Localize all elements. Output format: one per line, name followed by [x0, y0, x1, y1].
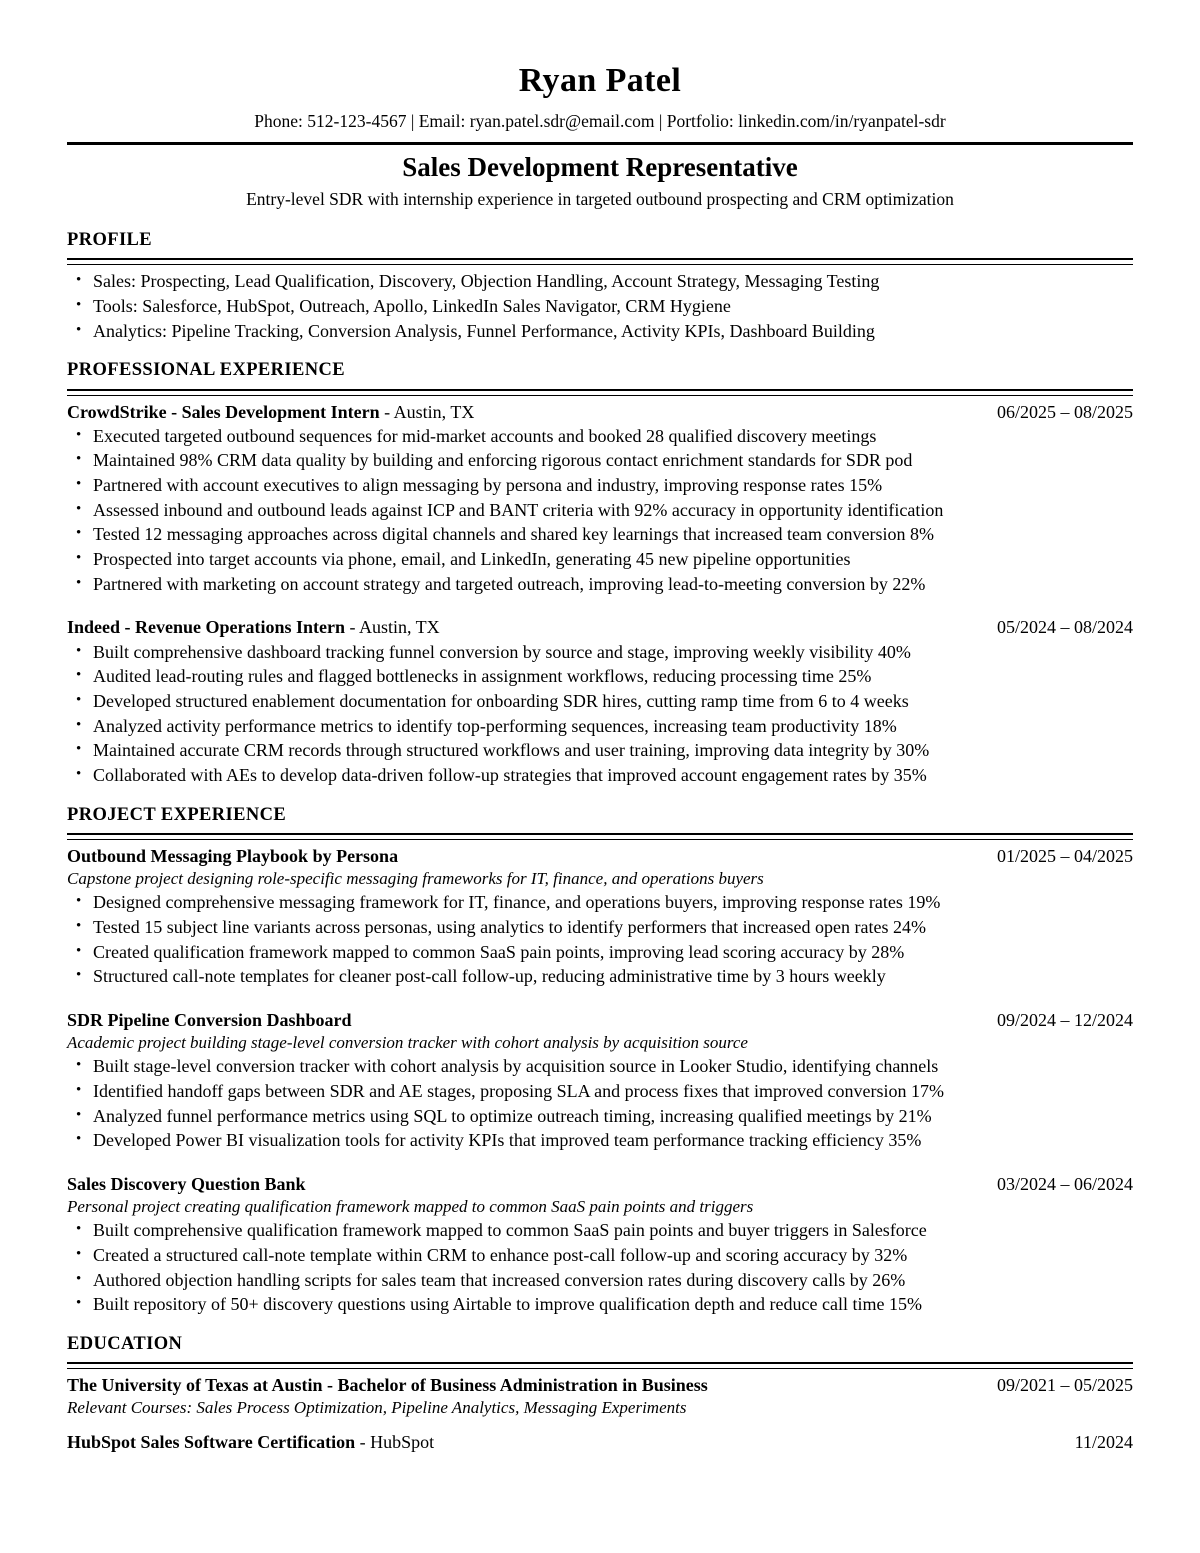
- contact-line: Phone: 512-123-4567 | Email: ryan.patel.sdr@email.com | Portfolio: linkedin.com/in/ryanpatel-sdr: [254, 111, 946, 132]
- section-divider: [67, 389, 1133, 396]
- entry-title-bold: HubSpot Sales Software Certification: [67, 1432, 356, 1453]
- header-divider: [67, 142, 1133, 145]
- list-item: • Audited lead-routing rules and flagged bottlenecks in assignment workflows, reducing processing time 25%: [67, 664, 1133, 689]
- list-item: • Tested 12 messaging approaches across digital channels and shared key learnings that increased team conversion 8%: [67, 522, 1133, 547]
- entry-header: [67, 844, 1133, 868]
- section-title-education: EDUCATION: [67, 1333, 183, 1354]
- entry-spacer: [67, 1155, 1133, 1172]
- entry-title-bold: Outbound Messaging Playbook by Persona: [67, 845, 399, 866]
- entry-header: [67, 1373, 1133, 1397]
- entry-title: [67, 1373, 997, 1397]
- list-item: • Built comprehensive dashboard tracking funnel conversion by source and stage, improving weekly visibility 40%: [67, 640, 1133, 665]
- section-project-experience: [67, 804, 1133, 1317]
- entry-bullet-list: [67, 1054, 1133, 1153]
- list-item: • Analyzed activity performance metrics to identify top-performing sequences, increasing team productivity 18%: [67, 714, 1133, 739]
- entry-title-bold: SDR Pipeline Conversion Dashboard: [67, 1009, 352, 1030]
- entry-date: 01/2025 – 04/2025: [996, 845, 1133, 866]
- entry-title: [67, 1430, 1075, 1454]
- project-entry: [67, 1172, 1133, 1317]
- project-subtitle: Capstone project designing role-specific messaging frameworks for IT, finance, and operations buyers: [67, 869, 764, 889]
- list-item: • Analytics: Pipeline Tracking, Conversion Analysis, Funnel Performance, Activity KPIs, Dashboard Building: [67, 319, 1133, 344]
- section-profile: [67, 229, 1133, 343]
- entry-title: [67, 1172, 997, 1196]
- profile-skill-list: [67, 269, 1133, 343]
- list-item: • Maintained accurate CRM records through structured workflows and user training, improving data integrity by 30%: [67, 738, 1133, 763]
- list-item: • Developed structured enablement documentation for onboarding SDR hires, cutting ramp time from 6 to 4 weeks: [67, 689, 1133, 714]
- list-item: • Identified handoff gaps between SDR and AE stages, proposing SLA and process fixes that improved conversion 17%: [67, 1079, 1133, 1104]
- entry-title-bold: Sales Discovery Question Bank: [67, 1173, 306, 1194]
- entry-date: 06/2025 – 08/2025: [996, 401, 1133, 422]
- list-item: • Structured call-note templates for cleaner post-call follow-up, reducing administrative time by 3 hours weekly: [67, 964, 1133, 989]
- entry-spacer: [67, 598, 1133, 615]
- entry-title-location: - Austin, TX: [379, 401, 475, 422]
- list-item: • Partnered with account executives to align messaging by persona and industry, improving response rates 15%: [67, 473, 1133, 498]
- entry-date: 09/2021 – 05/2025: [996, 1375, 1133, 1396]
- entry-date: 09/2024 – 12/2024: [996, 1009, 1133, 1030]
- list-item: • Created a structured call-note template within CRM to enhance post-call follow-up and scoring accuracy by 32%: [67, 1243, 1133, 1268]
- entry-bullet-list: [67, 424, 1133, 597]
- section-title-profile: PROFILE: [67, 230, 153, 251]
- entry-date: 03/2024 – 06/2024: [996, 1173, 1133, 1194]
- entry-title: [67, 1008, 997, 1032]
- entry-title-issuer: - HubSpot: [355, 1432, 435, 1453]
- list-item: • Tools: Salesforce, HubSpot, Outreach, Apollo, LinkedIn Sales Navigator, CRM Hygiene: [67, 294, 1133, 319]
- entry-bullet-list: [67, 890, 1133, 989]
- list-item: • Assessed inbound and outbound leads against ICP and BANT criteria with 92% accuracy in opportunity identification: [67, 498, 1133, 523]
- entry-spacer: [67, 991, 1133, 1008]
- section-divider: [67, 1362, 1133, 1369]
- list-item: • Built comprehensive qualification framework mapped to common SaaS pain points and buyer triggers in Salesforce: [67, 1218, 1133, 1243]
- entry-header: [67, 1008, 1133, 1032]
- entry-spacer: [67, 1421, 1133, 1430]
- section-education: [67, 1333, 1133, 1455]
- list-item: • Collaborated with AEs to develop data-driven follow-up strategies that improved account engagement rates by 35%: [67, 763, 1133, 788]
- candidate-name: Ryan Patel: [518, 62, 682, 99]
- list-item: • Sales: Prospecting, Lead Qualification, Discovery, Objection Handling, Account Strategy, Messaging Testing: [67, 269, 1133, 294]
- experience-entry: [67, 615, 1133, 787]
- resume-header: [67, 62, 1133, 211]
- section-title-projects: PROJECT EXPERIENCE: [67, 804, 287, 825]
- list-item: • Built stage-level conversion tracker with cohort analysis by acquisition source in Looker Studio, identifying channels: [67, 1054, 1133, 1079]
- list-item: • Built repository of 50+ discovery questions using Airtable to improve qualification depth and reduce call time 15%: [67, 1292, 1133, 1317]
- education-subtitle: Relevant Courses: Sales Process Optimization, Pipeline Analytics, Messaging Experiments: [67, 1398, 687, 1418]
- list-item: • Partnered with marketing on account strategy and targeted outreach, improving lead-to-meeting conversion by 22%: [67, 572, 1133, 597]
- section-title-experience: PROFESSIONAL EXPERIENCE: [67, 360, 346, 381]
- entry-bullet-list: [67, 1218, 1133, 1317]
- job-title-headline: Sales Development Representative: [402, 152, 798, 183]
- entry-title-location: - Austin, TX: [345, 617, 440, 638]
- entry-date: 11/2024: [1074, 1432, 1133, 1453]
- entry-title-bold: CrowdStrike - Sales Development Intern: [67, 401, 380, 422]
- list-item: • Designed comprehensive messaging framework for IT, finance, and operations buyers, improving response rates 19%: [67, 890, 1133, 915]
- entry-title-bold: The University of Texas at Austin - Bachelor of Business Administration in Business: [67, 1375, 708, 1396]
- entry-header: [67, 615, 1133, 639]
- entry-title: [67, 400, 997, 424]
- project-subtitle: Academic project building stage-level conversion tracker with cohort analysis by acquisition source: [67, 1033, 748, 1053]
- list-item: • Developed Power BI visualization tools for activity KPIs that improved team performance tracking efficiency 35%: [67, 1128, 1133, 1153]
- experience-entry: [67, 400, 1133, 597]
- list-item: • Authored objection handling scripts for sales team that increased conversion rates during discovery calls by 26%: [67, 1268, 1133, 1293]
- entry-header: [67, 1430, 1133, 1454]
- section-divider: [67, 833, 1133, 840]
- list-item: • Executed targeted outbound sequences for mid-market accounts and booked 28 qualified discovery meetings: [67, 424, 1133, 449]
- entry-bullet-list: [67, 640, 1133, 788]
- list-item: • Maintained 98% CRM data quality by building and enforcing rigorous contact enrichment standards for SDR pod: [67, 448, 1133, 473]
- list-item: • Created qualification framework mapped to common SaaS pain points, improving lead scoring accuracy by 28%: [67, 940, 1133, 965]
- entry-title: [67, 844, 997, 868]
- entry-title: [67, 615, 997, 639]
- section-professional-experience: [67, 359, 1133, 787]
- section-divider: [67, 258, 1133, 265]
- entry-header: [67, 1172, 1133, 1196]
- list-item: • Analyzed funnel performance metrics using SQL to optimize outreach timing, increasing qualified meetings by 21%: [67, 1104, 1133, 1129]
- entry-date: 05/2024 – 08/2024: [996, 617, 1133, 638]
- project-entry: [67, 1008, 1133, 1153]
- list-item: • Prospected into target accounts via phone, email, and LinkedIn, generating 45 new pipeline opportunities: [67, 547, 1133, 572]
- project-entry: [67, 844, 1133, 989]
- professional-summary: Entry-level SDR with internship experience in targeted outbound prospecting and CRM optimization: [246, 189, 954, 210]
- entry-title-bold: Indeed - Revenue Operations Intern: [67, 617, 345, 638]
- education-entry: [67, 1373, 1133, 1419]
- entry-header: [67, 400, 1133, 424]
- list-item: • Tested 15 subject line variants across personas, using analytics to identify performers that increased open rates 24%: [67, 915, 1133, 940]
- project-subtitle: Personal project creating qualification framework mapped to common SaaS pain points and triggers: [67, 1197, 754, 1217]
- certification-entry: [67, 1430, 1133, 1454]
